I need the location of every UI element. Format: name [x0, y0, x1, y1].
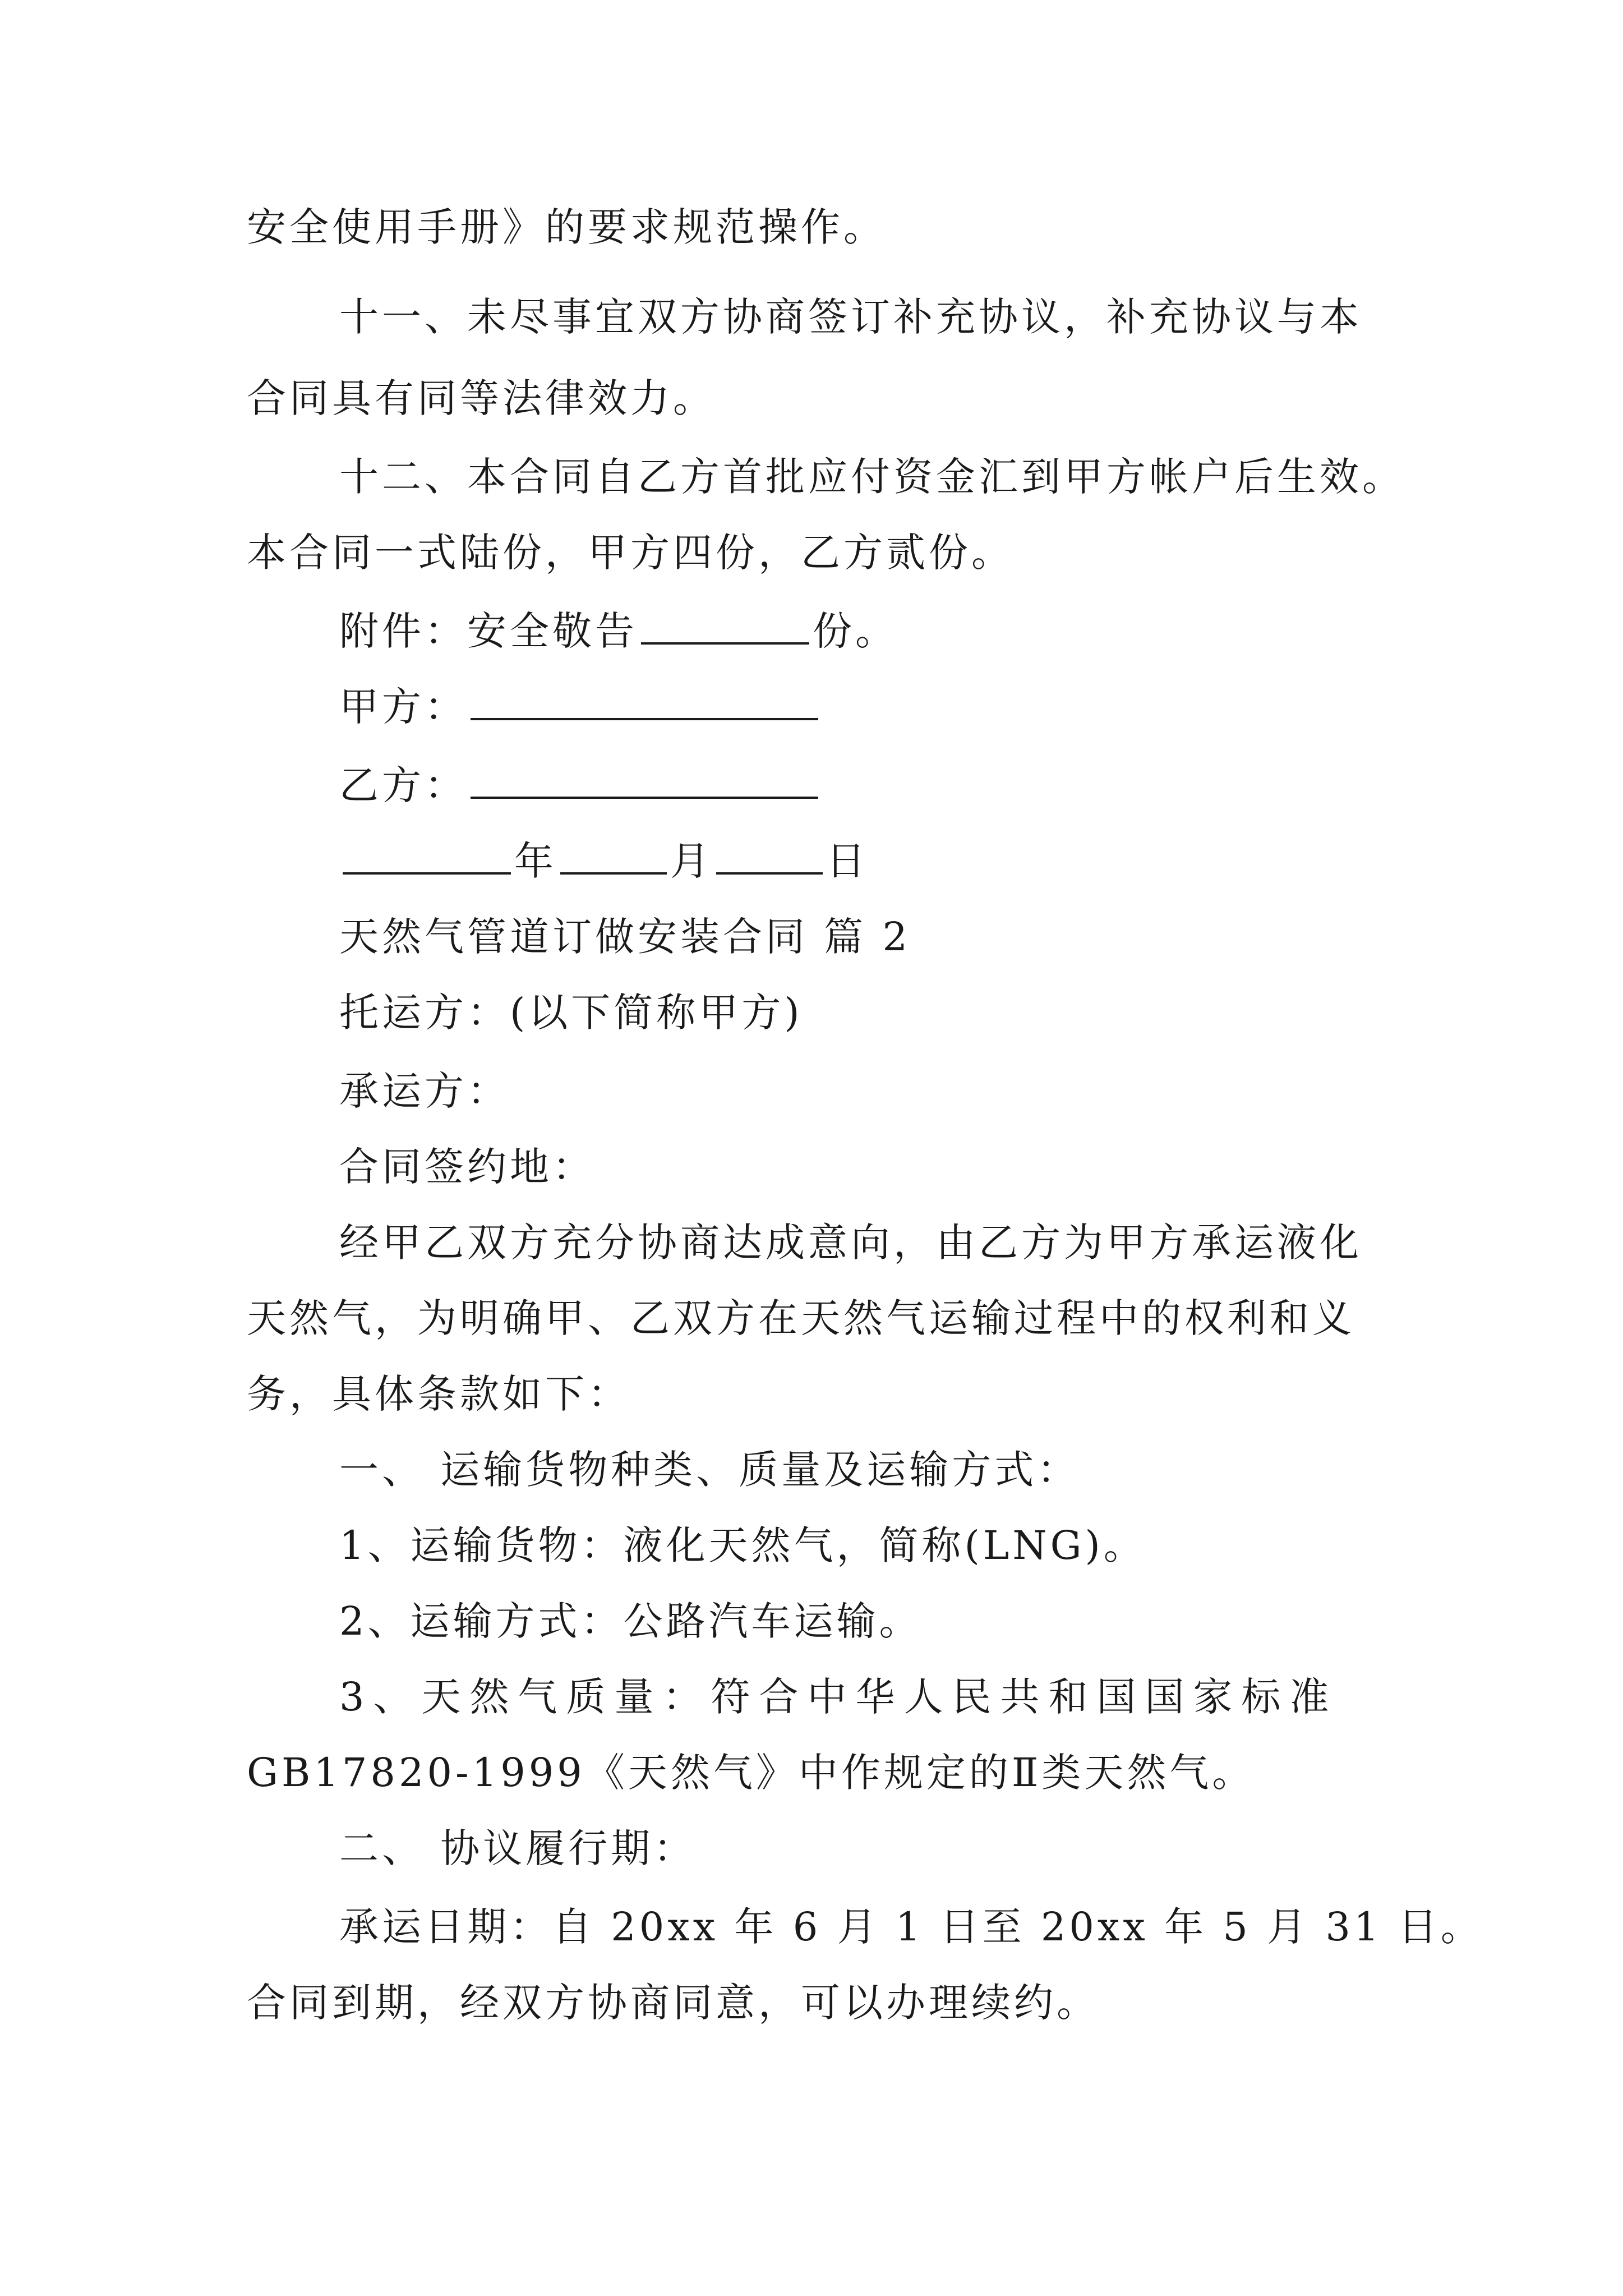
day-blank [716, 838, 823, 875]
text-line [339, 286, 1489, 348]
text-line [339, 1060, 1489, 1122]
line-text: 天然气，为明确甲、乙双方在天然气运输过程中的权利和义 [247, 1295, 1355, 1341]
text-line [339, 1439, 1489, 1501]
line-text: 1、运输货物：液化天然气，简称(LNG)。 [339, 1522, 1146, 1568]
party-b-line [339, 754, 1489, 816]
text-line [339, 1515, 1489, 1576]
line-text: 本合同一式陆份，甲方四份，乙方贰份。 [247, 530, 1014, 576]
line-text: 合同到期，经双方协商同意，可以办理续约。 [247, 1980, 1099, 2026]
month-blank [560, 838, 667, 875]
text-line [247, 1742, 1396, 1803]
year-blank [343, 838, 511, 875]
attachment-line [339, 600, 1489, 662]
text-line [247, 1972, 1396, 2033]
year-label: 年 [514, 838, 557, 884]
line-text: 合同签约地： [339, 1144, 595, 1190]
text-line [339, 1666, 1489, 1728]
text-line [247, 1287, 1396, 1349]
text-line [247, 1363, 1396, 1425]
line-text: 经甲乙双方充分协商达成意向，由乙方为甲方承运液化 [339, 1220, 1362, 1266]
text-line [339, 1136, 1489, 1198]
party-a-line [339, 676, 1489, 738]
text-line [339, 446, 1489, 508]
line-text: 十一、未尽事宜双方协商签订补充协议，补充协议与本 [339, 294, 1362, 340]
party-b-label: 乙方： [339, 762, 467, 808]
line-text: 天然气管道订做安装合同 篇 2 [339, 914, 911, 960]
line-text: 务，具体条款如下： [247, 1371, 630, 1417]
line-text: 承运日期：自 20xx 年 6 月 1 日至 20xx 年 5 月 31 日。 [339, 1904, 1483, 1950]
line-text: 托运方：(以下简称甲方) [339, 990, 803, 1036]
line-text: GB17820-1999《天然气》中作规定的Ⅱ类天然气。 [247, 1750, 1255, 1796]
text-line [339, 1212, 1489, 1273]
section-title [339, 906, 1489, 968]
line-text: 3、天然气质量：符合中华人民共和国国家标准 [339, 1674, 1338, 1720]
text-line [339, 1818, 1489, 1879]
line-text: 2、运输方式：公路汽车运输。 [339, 1598, 922, 1644]
text-line [339, 1590, 1489, 1652]
party-a-label: 甲方： [339, 684, 467, 730]
text-line [339, 982, 1489, 1043]
line-text: 承运方： [339, 1068, 510, 1114]
attachment-label: 附件：安全敬告 [339, 608, 638, 654]
day-label: 日 [826, 838, 869, 884]
text-line [247, 367, 1396, 429]
text-line [339, 1896, 1489, 1958]
line-text: 十二、本合同自乙方首批应付资金汇到甲方帐户后生效。 [339, 454, 1405, 500]
attachment-count-blank [641, 608, 809, 645]
date-line [339, 830, 1489, 892]
line-text: 一、 运输货物种类、质量及运输方式： [339, 1447, 1080, 1493]
party-b-signature-blank [471, 762, 818, 799]
line-text: 二、 协议履行期： [339, 1825, 697, 1871]
text-line [247, 196, 1396, 258]
attachment-suffix: 份。 [813, 608, 898, 654]
month-label: 月 [670, 838, 713, 884]
line-text: 安全使用手册》的要求规范操作。 [247, 204, 886, 250]
text-line [247, 522, 1396, 583]
line-text: 合同具有同等法律效力。 [247, 375, 716, 421]
party-a-signature-blank [471, 683, 818, 720]
